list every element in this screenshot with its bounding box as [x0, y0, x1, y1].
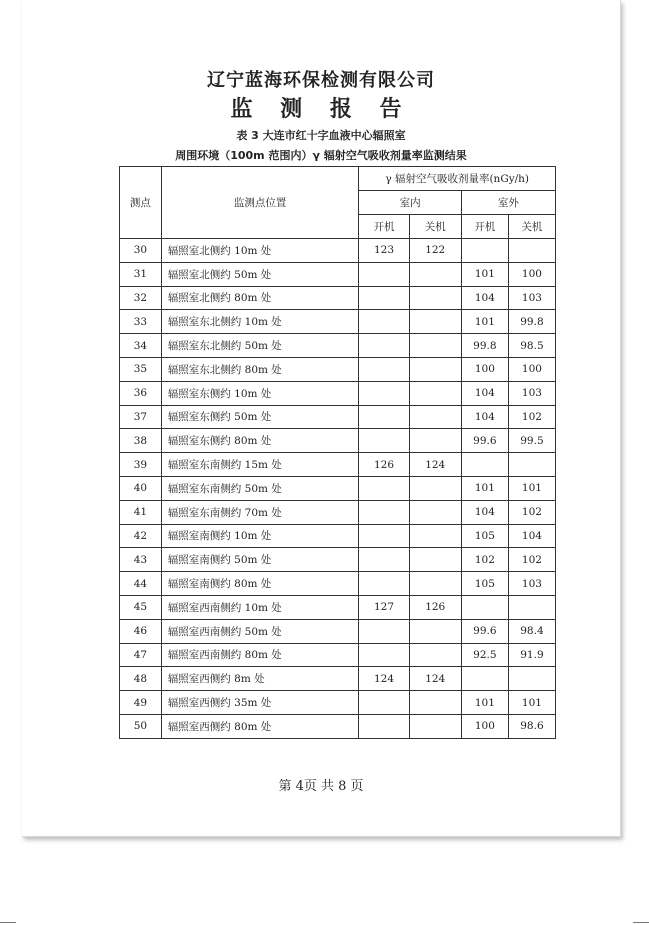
point-cell: 30 [120, 239, 162, 263]
point-cell: 36 [120, 381, 162, 405]
indoor-off-cell: 124 [409, 667, 461, 691]
outdoor-on-cell: 99.8 [461, 334, 508, 358]
outdoor-on-cell [461, 453, 508, 477]
point-cell: 40 [120, 476, 162, 500]
indoor-on-cell [359, 714, 409, 738]
location-cell: 辐照室东侧约 10m 处 [161, 381, 359, 405]
indoor-on-cell [359, 405, 409, 429]
indoor-on-cell: 123 [359, 239, 409, 263]
indoor-off-cell [409, 619, 461, 643]
indoor-on-cell [359, 429, 409, 453]
header-outdoor-off: 关机 [508, 215, 555, 239]
indoor-on-cell [359, 691, 409, 715]
table-row [120, 595, 556, 619]
outdoor-on-cell: 101 [461, 476, 508, 500]
header-indoor-on: 开机 [359, 215, 409, 239]
point-cell: 44 [120, 572, 162, 596]
document-page [22, 0, 621, 837]
indoor-on-cell: 124 [359, 667, 409, 691]
outdoor-off-cell: 102 [508, 548, 555, 572]
outdoor-off-cell [508, 595, 555, 619]
outdoor-on-cell: 100 [461, 357, 508, 381]
outdoor-on-cell: 102 [461, 548, 508, 572]
location-cell: 辐照室东北侧约 50m 处 [161, 334, 359, 358]
table-row [120, 643, 556, 667]
indoor-on-cell [359, 643, 409, 667]
header-outdoor-on: 开机 [461, 215, 508, 239]
crop-mark-right [633, 922, 649, 923]
table-row [120, 714, 556, 738]
location-cell: 辐照室东南侧约 50m 处 [161, 476, 359, 500]
page-number: 第 4页 共 8 页 [278, 779, 364, 794]
indoor-off-cell [409, 310, 461, 334]
outdoor-off-cell: 98.4 [508, 619, 555, 643]
outdoor-off-cell: 91.9 [508, 643, 555, 667]
indoor-on-cell [359, 476, 409, 500]
monitoring-results-table [119, 166, 556, 739]
outdoor-on-cell: 92.5 [461, 643, 508, 667]
header-indoor-off: 关机 [409, 215, 461, 239]
table-row [120, 619, 556, 643]
indoor-off-cell [409, 572, 461, 596]
header-point: 测点 [120, 167, 162, 239]
location-cell: 辐照室东北侧约 80m 处 [161, 357, 359, 381]
outdoor-off-cell: 98.6 [508, 714, 555, 738]
location-cell: 辐照室北侧约 10m 处 [161, 239, 359, 263]
outdoor-on-cell [461, 595, 508, 619]
table-row [120, 357, 556, 381]
outdoor-on-cell: 104 [461, 381, 508, 405]
header-location: 监测点位置 [161, 167, 359, 239]
indoor-on-cell [359, 286, 409, 310]
location-cell: 辐照室西南侧约 10m 处 [161, 595, 359, 619]
location-cell: 辐照室西侧约 35m 处 [161, 691, 359, 715]
point-cell: 48 [120, 667, 162, 691]
indoor-off-cell [409, 500, 461, 524]
point-cell: 39 [120, 453, 162, 477]
point-cell: 33 [120, 310, 162, 334]
point-cell: 41 [120, 500, 162, 524]
point-cell: 43 [120, 548, 162, 572]
indoor-off-cell [409, 476, 461, 500]
location-cell: 辐照室南侧约 80m 处 [161, 572, 359, 596]
outdoor-on-cell: 101 [461, 262, 508, 286]
outdoor-off-cell: 101 [508, 691, 555, 715]
outdoor-on-cell [461, 239, 508, 263]
table-row [120, 286, 556, 310]
indoor-on-cell [359, 500, 409, 524]
indoor-on-cell [359, 572, 409, 596]
table-row [120, 500, 556, 524]
table-row [120, 239, 556, 263]
indoor-on-cell [359, 524, 409, 548]
indoor-off-cell: 126 [409, 595, 461, 619]
point-cell: 38 [120, 429, 162, 453]
outdoor-on-cell: 99.6 [461, 429, 508, 453]
location-cell: 辐照室南侧约 10m 处 [161, 524, 359, 548]
location-cell: 辐照室东北侧约 10m 处 [161, 310, 359, 334]
location-cell: 辐照室北侧约 80m 处 [161, 286, 359, 310]
location-cell: 辐照室东侧约 80m 处 [161, 429, 359, 453]
outdoor-on-cell: 101 [461, 691, 508, 715]
outdoor-on-cell: 104 [461, 405, 508, 429]
location-cell: 辐照室西南侧约 50m 处 [161, 619, 359, 643]
indoor-off-cell [409, 381, 461, 405]
location-cell: 辐照室南侧约 50m 处 [161, 548, 359, 572]
outdoor-on-cell [461, 667, 508, 691]
indoor-off-cell [409, 643, 461, 667]
point-cell: 46 [120, 619, 162, 643]
outdoor-off-cell: 100 [508, 357, 555, 381]
indoor-on-cell [359, 357, 409, 381]
table-caption-line2: 周围环境（100m 范围内）γ 辐射空气吸收剂量率监测结果 [175, 149, 467, 162]
indoor-off-cell [409, 714, 461, 738]
outdoor-off-cell: 99.8 [508, 310, 555, 334]
point-cell: 32 [120, 286, 162, 310]
point-cell: 35 [120, 357, 162, 381]
table-caption-line1: 表 3 大连市红十字血液中心辐照室 [236, 129, 406, 142]
table-row [120, 548, 556, 572]
point-cell: 42 [120, 524, 162, 548]
indoor-on-cell [359, 334, 409, 358]
location-cell: 辐照室北侧约 50m 处 [161, 262, 359, 286]
indoor-off-cell [409, 286, 461, 310]
outdoor-off-cell [508, 667, 555, 691]
table-row [120, 476, 556, 500]
table-row [120, 429, 556, 453]
indoor-on-cell [359, 310, 409, 334]
table-row [120, 572, 556, 596]
outdoor-off-cell: 98.5 [508, 334, 555, 358]
indoor-off-cell [409, 429, 461, 453]
outdoor-off-cell: 99.5 [508, 429, 555, 453]
table-row [120, 405, 556, 429]
location-cell: 辐照室西南侧约 80m 处 [161, 643, 359, 667]
indoor-off-cell [409, 357, 461, 381]
crop-mark-left [0, 922, 16, 923]
indoor-off-cell [409, 405, 461, 429]
outdoor-on-cell: 104 [461, 500, 508, 524]
indoor-on-cell [359, 619, 409, 643]
outdoor-off-cell: 103 [508, 572, 555, 596]
point-cell: 34 [120, 334, 162, 358]
outdoor-off-cell: 102 [508, 500, 555, 524]
outdoor-on-cell: 104 [461, 286, 508, 310]
outdoor-on-cell: 99.6 [461, 619, 508, 643]
location-cell: 辐照室西侧约 8m 处 [161, 667, 359, 691]
outdoor-off-cell: 101 [508, 476, 555, 500]
outdoor-on-cell: 100 [461, 714, 508, 738]
table-row [120, 453, 556, 477]
point-cell: 37 [120, 405, 162, 429]
location-cell: 辐照室西侧约 80m 处 [161, 714, 359, 738]
point-cell: 31 [120, 262, 162, 286]
indoor-off-cell [409, 334, 461, 358]
table-row [120, 524, 556, 548]
location-cell: 辐照室东南侧约 70m 处 [161, 500, 359, 524]
indoor-off-cell [409, 691, 461, 715]
table-body [120, 239, 556, 739]
header-indoor: 室内 [359, 191, 461, 215]
table-row [120, 667, 556, 691]
outdoor-off-cell: 103 [508, 381, 555, 405]
table-row [120, 310, 556, 334]
point-cell: 47 [120, 643, 162, 667]
outdoor-on-cell: 105 [461, 572, 508, 596]
indoor-off-cell: 124 [409, 453, 461, 477]
table-row [120, 691, 556, 715]
report-title: 监 测 报 告 [230, 97, 412, 122]
header-outdoor: 室外 [461, 191, 555, 215]
table-row [120, 334, 556, 358]
indoor-on-cell [359, 262, 409, 286]
indoor-off-cell [409, 262, 461, 286]
outdoor-off-cell: 100 [508, 262, 555, 286]
outdoor-off-cell [508, 453, 555, 477]
indoor-on-cell [359, 381, 409, 405]
outdoor-off-cell: 102 [508, 405, 555, 429]
outdoor-off-cell: 104 [508, 524, 555, 548]
table-row [120, 262, 556, 286]
point-cell: 50 [120, 714, 162, 738]
outdoor-off-cell: 103 [508, 286, 555, 310]
indoor-off-cell: 122 [409, 239, 461, 263]
indoor-on-cell: 127 [359, 595, 409, 619]
indoor-on-cell [359, 548, 409, 572]
location-cell: 辐照室东侧约 50m 处 [161, 405, 359, 429]
outdoor-on-cell: 105 [461, 524, 508, 548]
indoor-on-cell: 126 [359, 453, 409, 477]
header-dose-rate: γ 辐射空气吸收剂量率(nGy/h) [359, 167, 556, 191]
company-name: 辽宁蓝海环保检测有限公司 [207, 70, 435, 91]
indoor-off-cell [409, 548, 461, 572]
location-cell: 辐照室东南侧约 15m 处 [161, 453, 359, 477]
indoor-off-cell [409, 524, 461, 548]
point-cell: 49 [120, 691, 162, 715]
outdoor-on-cell: 101 [461, 310, 508, 334]
outdoor-off-cell [508, 239, 555, 263]
point-cell: 45 [120, 595, 162, 619]
table-row [120, 381, 556, 405]
